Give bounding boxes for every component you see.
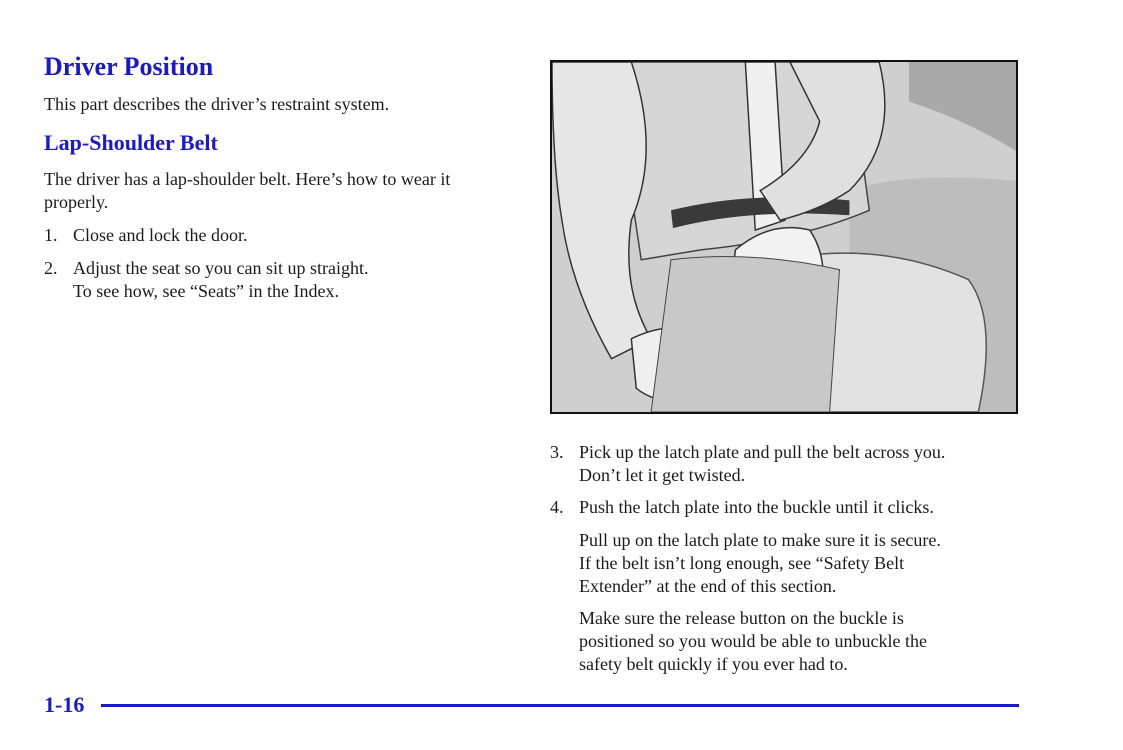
step-number: 3.	[550, 442, 564, 462]
section-title: Lap-Shoulder Belt	[44, 130, 218, 155]
step-text: Pick up the latch plate and pull the belt across you. Don’t let it get twisted.	[579, 442, 946, 485]
intro-text: This part describes the driver’s restraint system.	[44, 94, 390, 114]
step-1	[44, 224, 504, 247]
seatbelt-illustration	[550, 60, 1018, 414]
step-4	[550, 496, 1010, 519]
step-number: 2.	[44, 258, 58, 278]
step-text: Close and lock the door.	[73, 225, 248, 245]
driver-fastening-belt-drawing	[552, 62, 1016, 412]
description-text: The driver has a lap-shoulder belt. Here’s how to wear it properly.	[44, 169, 451, 212]
step-3	[550, 441, 1010, 487]
page-number: 1-16	[44, 692, 85, 717]
step-2	[44, 257, 504, 303]
footer-rule	[101, 704, 1019, 707]
step-text: Push the latch plate into the buckle until it clicks.	[579, 497, 934, 517]
page-title: Driver Position	[44, 52, 214, 81]
step-text: Adjust the seat so you can sit up straight. To see how, see “Seats” in the Index.	[73, 258, 369, 301]
note-paragraph: Pull up on the latch plate to make sure it is secure. If the belt isn’t long enough, see “Safety Belt Extender” at the end of this section.	[579, 530, 941, 596]
step-number: 4.	[550, 497, 564, 517]
step-number: 1.	[44, 225, 58, 245]
note-paragraph: Make sure the release button on the buckle is positioned so you would be able to unbuckle the safety belt quickly if you ever had to.	[579, 608, 927, 674]
